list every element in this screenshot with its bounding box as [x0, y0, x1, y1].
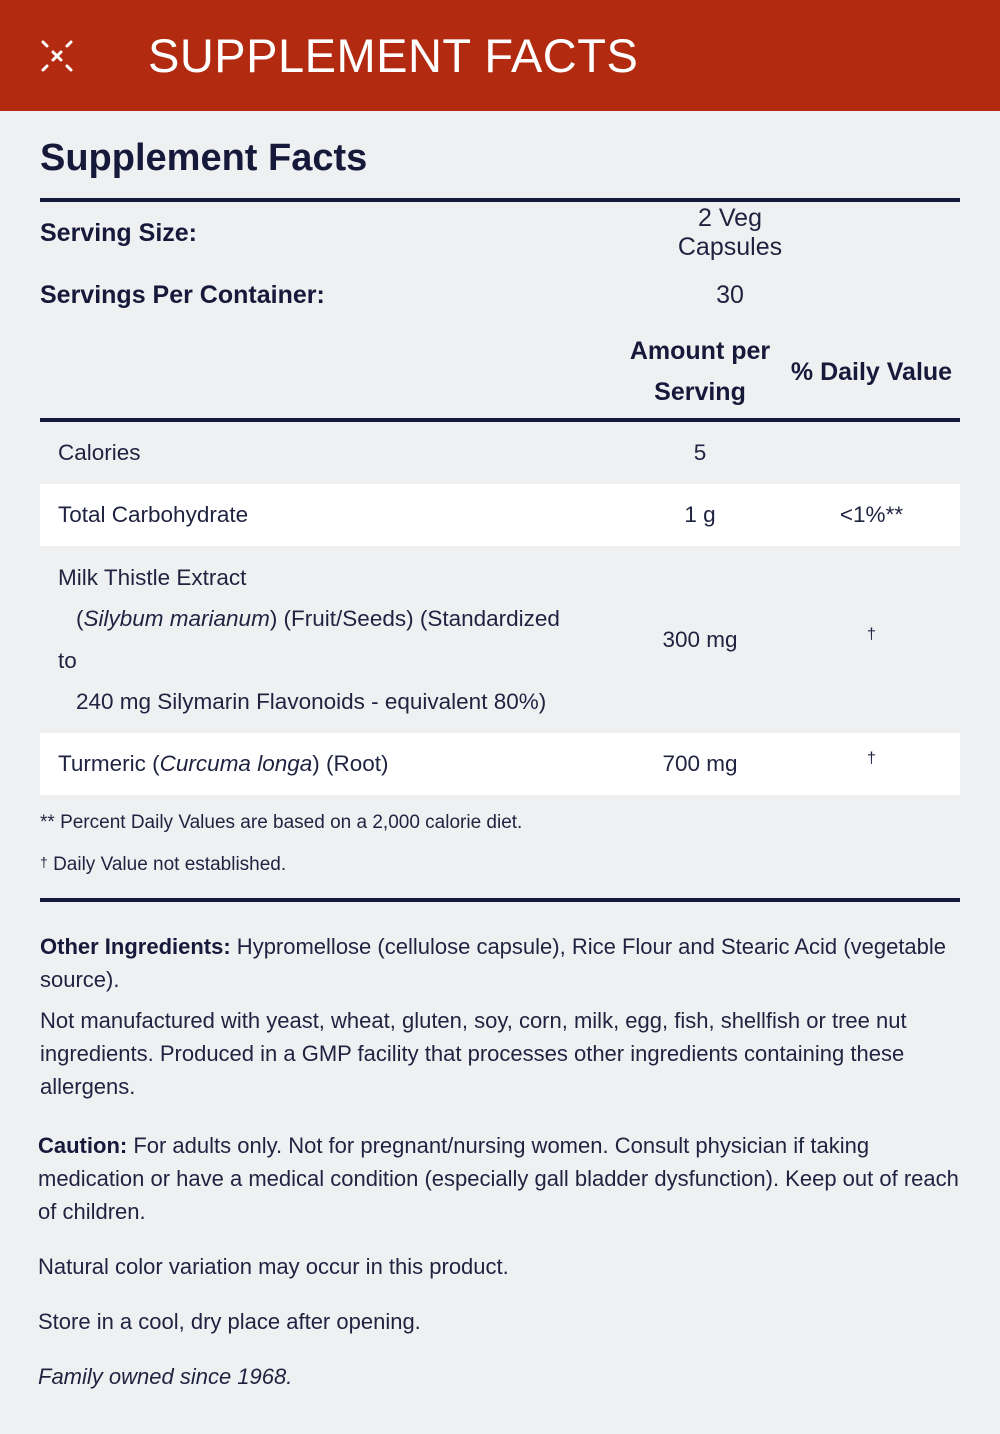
product-notes	[0, 1250, 1000, 1393]
header-title: SUPPLEMENT FACTS	[148, 29, 639, 82]
nutrient-dv: <1%**	[839, 502, 904, 527]
serving-size-label: Serving Size:	[40, 218, 197, 247]
family-note: Family owned since 1968.	[38, 1364, 293, 1389]
color-note: Natural color variation may occur in this product.	[38, 1254, 509, 1279]
header-bar	[0, 0, 1000, 111]
table-row	[40, 484, 960, 546]
table-row	[40, 546, 960, 733]
nutrient-amount: 300 mg	[662, 626, 738, 652]
caution-section	[0, 1129, 1000, 1228]
table-row	[40, 733, 960, 795]
footnote-percent-dv: ** Percent Daily Values are based on a 2,000 calorie diet.	[40, 812, 523, 833]
footnote-not-established: † Daily Value not established.	[40, 854, 287, 875]
servings-per-container-row	[40, 264, 960, 326]
servings-label: Servings Per Container:	[40, 280, 325, 309]
servings-value: 30	[716, 280, 744, 309]
nutrient-name: Total Carbohydrate	[58, 502, 249, 527]
table-row	[40, 422, 960, 484]
storage-note: Store in a cool, dry place after opening.	[38, 1309, 421, 1334]
nutrient-amount: 700 mg	[662, 751, 738, 776]
column-header-row	[40, 326, 960, 418]
nutrient-amount: 5	[693, 440, 707, 465]
nutrient-amount: 1 g	[684, 502, 716, 527]
facts-title: Supplement Facts	[40, 137, 368, 179]
facts-panel	[0, 111, 1000, 1103]
other-ingredients-label: Other Ingredients:	[40, 934, 231, 959]
daily-value-header: % Daily Value	[790, 357, 953, 386]
nutrient-dv: †	[867, 750, 876, 767]
other-ingredients-text: Hypromellose (cellulose capsule), Rice Flour and Stearic Acid (vegetable source).	[40, 934, 947, 992]
footnotes	[40, 795, 960, 896]
serving-size-row	[40, 202, 960, 264]
amount-header: Amount per Serving	[629, 337, 771, 406]
nutrient-name: Milk Thistle Extract (Silybum marianum) (Fruit/Seeds) (Standardized to 240 mg Silymarin Flavonoids - equivalent 80%)	[58, 564, 560, 714]
serving-size-value: 2 Veg Capsules	[677, 204, 783, 261]
other-ingredients	[40, 902, 960, 1103]
sparkle-icon	[38, 37, 76, 75]
nutrient-dv: †	[867, 625, 876, 643]
caution-text: For adults only. Not for pregnant/nursing women. Consult physician if taking medication or have a medical condition (especially gall bladder dysfunction). Keep out of reach of children.	[38, 1133, 959, 1224]
caution-label: Caution:	[38, 1133, 128, 1158]
nutrient-name: Calories	[58, 440, 141, 465]
nutrient-name: Turmeric (Curcuma longa) (Root)	[58, 751, 389, 776]
allergen-statement: Not manufactured with yeast, wheat, gluten, soy, corn, milk, egg, fish, shellfish or tree nut ingredients. Produced in a GMP facility that processes other ingredients containing these allergens.	[40, 1008, 907, 1099]
